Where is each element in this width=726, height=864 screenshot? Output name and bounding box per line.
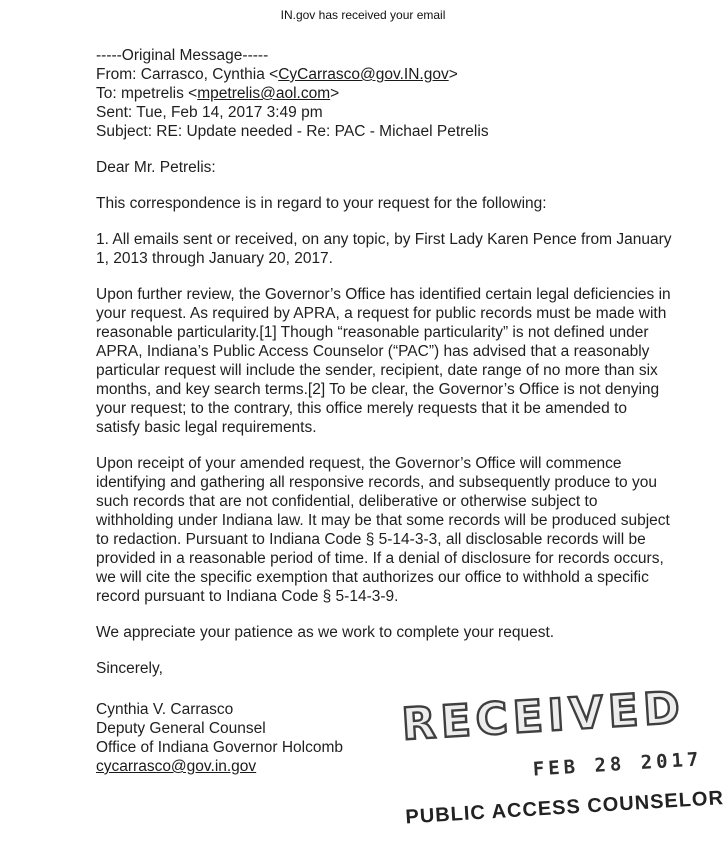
signature-office: Office of Indiana Governor Holcomb: [96, 739, 343, 756]
signature-name: Cynthia V. Carrasco: [96, 701, 234, 718]
paragraph-amended-request: Upon receipt of your amended request, the Governor’s Office will commence identifying and gathering all responsive records, and subsequently produce to you such records that are not confidential, deliberative or otherwise subject to withholding under Indiana law. It may be that some records will be produced subject to redaction. Pursuant to Indiana Code § 5-14-3-3, all disclosable records will be provided in a reasonable period of time. If a denial of disclosure for records occurs, we will cite the specific exemption that authorizes our office to withhold a specific record pursuant to Indiana Code § 5-14-3-9.: [96, 455, 670, 605]
received-stamp-office: PUBLIC ACCESS COUNSELOR: [404, 787, 725, 829]
original-message-separator: -----Original Message-----: [96, 47, 269, 64]
to-line: [96, 84, 674, 103]
signature-title: Deputy General Counsel: [96, 720, 266, 737]
from-label: From: Carrasco, Cynthia <: [96, 66, 279, 83]
received-stamp-word: RECEIVED: [400, 682, 687, 751]
salutation: Dear Mr. Petrelis:: [96, 159, 216, 176]
from-line: [96, 65, 674, 84]
closing: Sincerely,: [96, 660, 163, 677]
sent-line: Sent: Tue, Feb 14, 2017 3:49 pm: [96, 104, 323, 121]
page-header-note: IN.gov has received your email: [280, 8, 446, 22]
paragraph-patience: We appreciate your patience as we work to complete your request.: [96, 624, 555, 641]
received-stamp: [400, 681, 725, 830]
paragraph-request-item: 1. All emails sent or received, on any topic, by First Lady Karen Pence from January 1, 2013 through January 20, 2017.: [96, 231, 672, 267]
to-suffix: >: [330, 85, 340, 102]
received-stamp-date: FEB 28 2017: [532, 748, 704, 781]
signature-email: cycarrasco@gov.in.gov: [96, 758, 257, 775]
paragraph-deficiencies: Upon further review, the Governor’s Office has identified certain legal deficiencies in your request. As required by APRA, a request for public records must be made with reasonable particularity.[1] Though “reasonable particularity” is not defined under APRA, Indiana’s Public Access Counselor (“PAC”) has advised that a reasonably particular request will include the sender, recipient, date range of no more than six months, and key search terms.[2] To be clear, the Governor’s Office is not denying your request; to the contrary, this office merely requests that it be amended to satisfy basic legal requirements.: [96, 286, 671, 436]
letter-content: [96, 46, 674, 776]
to-label: To: mpetrelis <: [96, 85, 198, 102]
from-email-link: CyCarrasco@gov.IN.gov: [278, 66, 449, 83]
email-header: [96, 46, 674, 141]
subject-line: Subject: RE: Update needed - Re: PAC - Michael Petrelis: [96, 123, 489, 140]
from-suffix: >: [448, 66, 458, 83]
to-email-link: mpetrelis@aol.com: [197, 85, 331, 102]
paragraph-intro: This correspondence is in regard to your request for the following:: [96, 195, 547, 212]
